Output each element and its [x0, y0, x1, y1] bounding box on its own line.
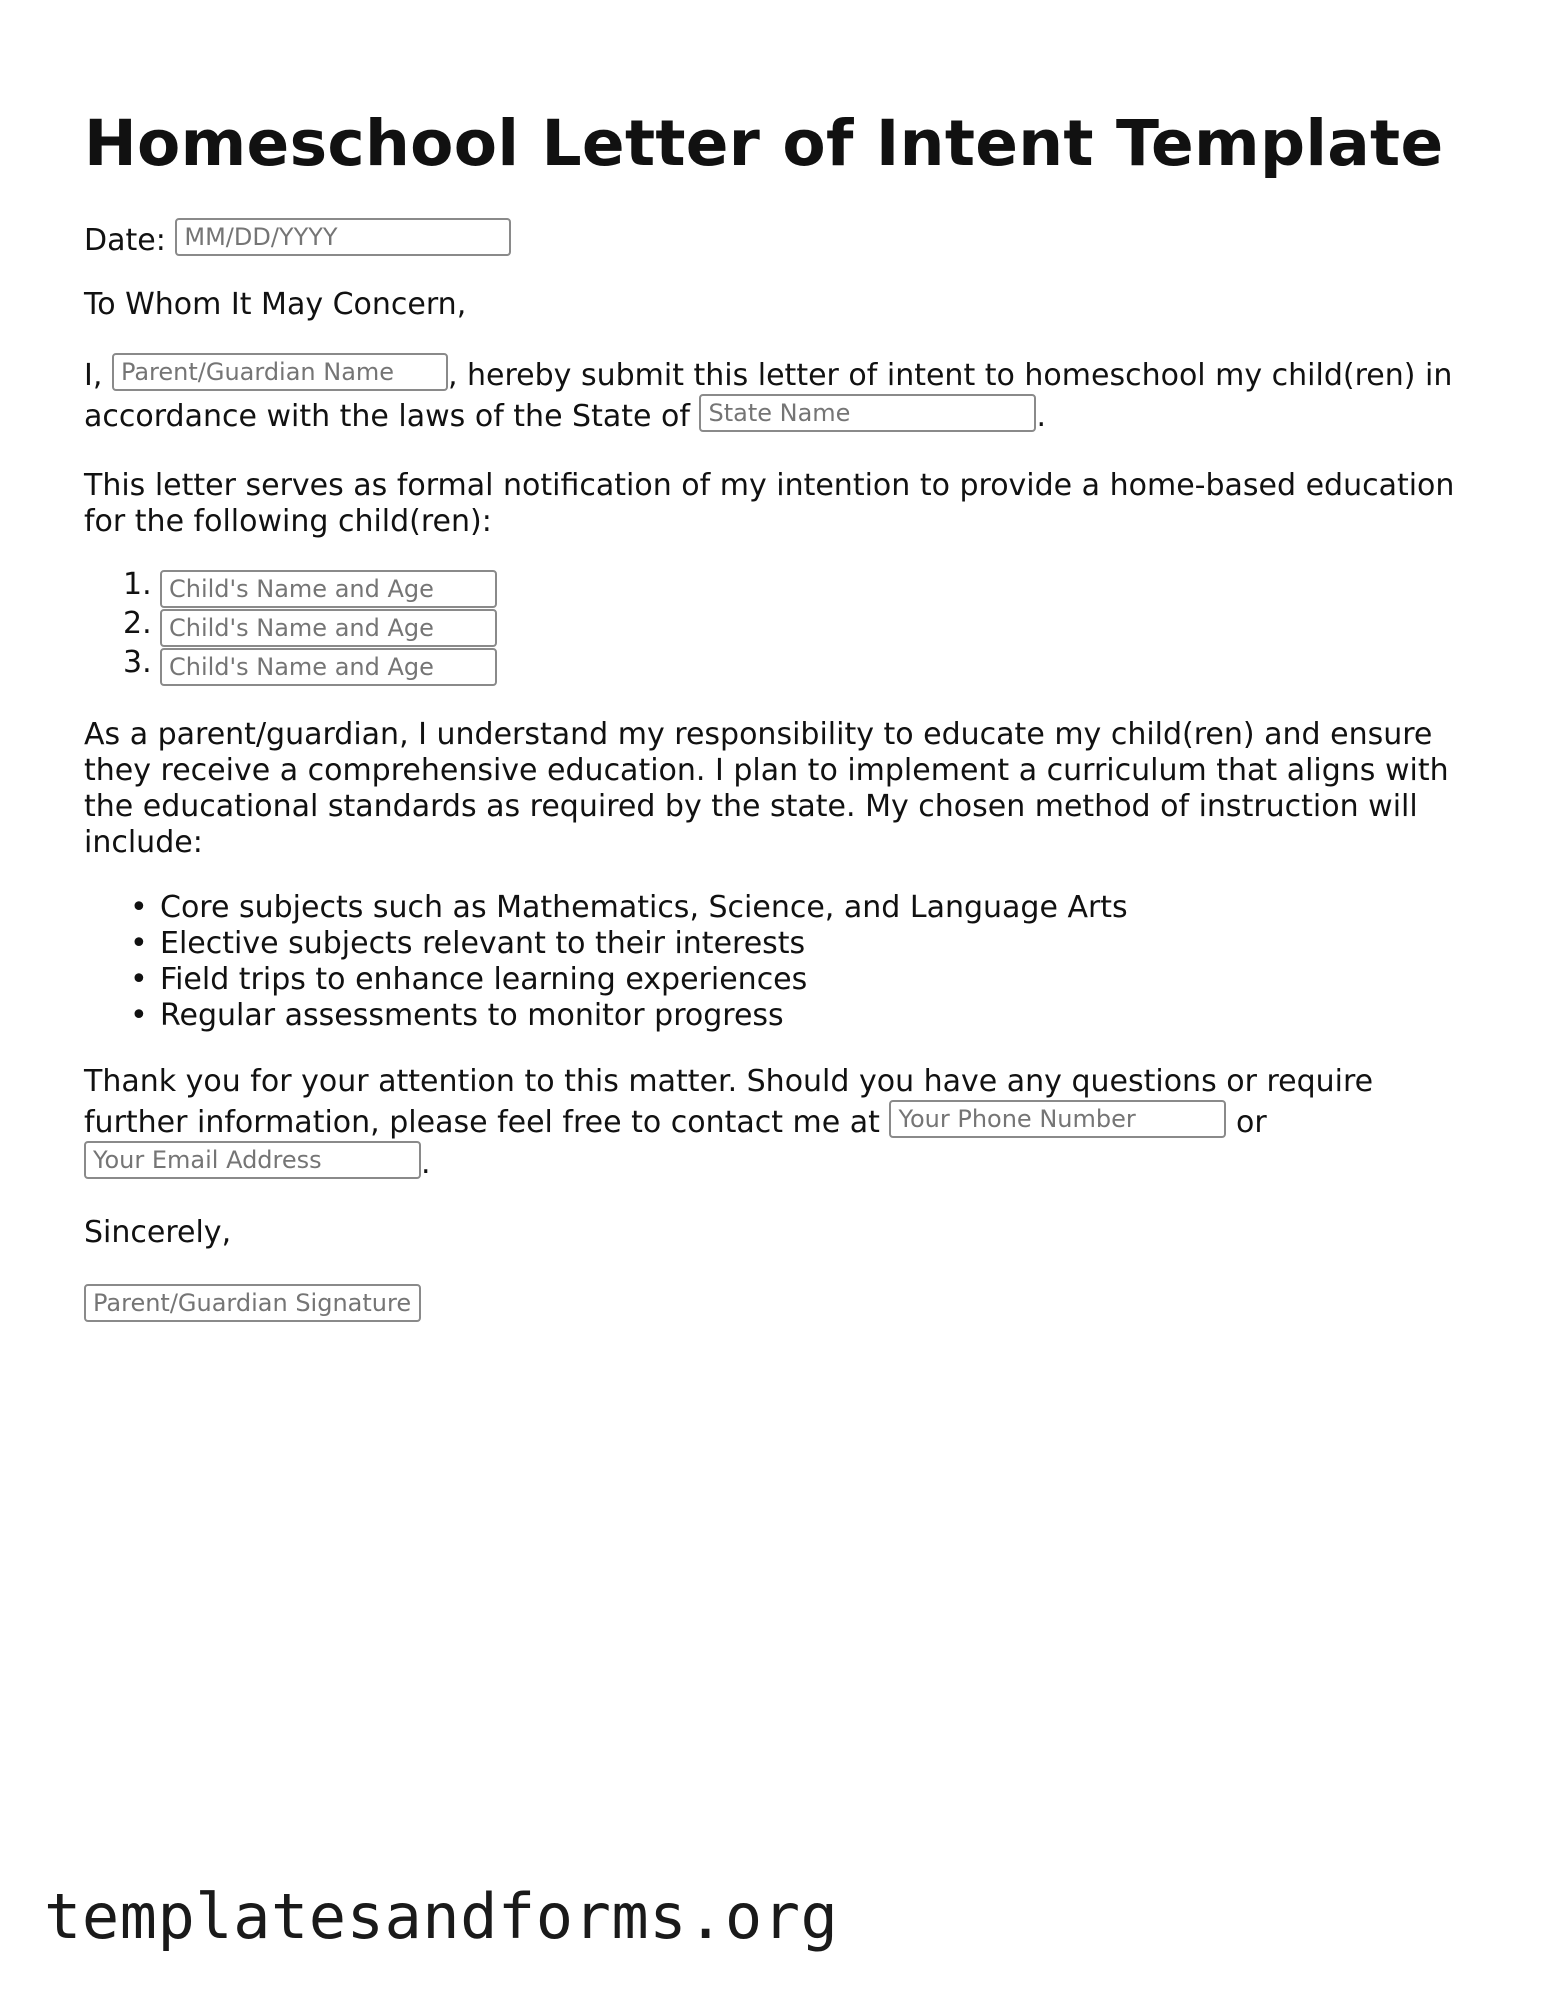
list-item: [123, 606, 1464, 648]
contact-text: Thank you for your attention to this matter. Should you have any questions or require further information, please feel free to contact me at: [84, 1064, 1374, 1140]
page-title: Homeschool Letter of Intent Template: [84, 107, 1444, 180]
method-text: Elective subjects relevant to their interests: [160, 926, 806, 961]
intro-middle: , hereby submit this letter of intent to homeschool my child(ren) in accordance with the laws of the State of: [84, 358, 1453, 434]
method-text: Regular assessments to monitor progress: [160, 998, 784, 1033]
email-input[interactable]: Your Email Address: [84, 1141, 421, 1179]
list-number: 1.: [123, 567, 152, 602]
letter-body: [84, 218, 1464, 1325]
list-item: [123, 567, 1464, 609]
salutation: To Whom It May Concern,: [84, 287, 467, 322]
list-number: 2.: [123, 606, 152, 641]
intro-lead: I,: [84, 358, 103, 393]
list-item: [130, 962, 1464, 998]
bullet-icon: •: [130, 998, 148, 1033]
child-name-age-input[interactable]: Child's Name and Age: [160, 570, 497, 608]
list-item: [123, 645, 1464, 687]
state-name-input[interactable]: State Name: [699, 394, 1036, 432]
date-label: Date:: [84, 223, 166, 258]
list-item: [130, 890, 1464, 926]
children-list: [84, 567, 1464, 687]
parent-name-input[interactable]: Parent/Guardian Name: [112, 353, 448, 391]
signature-input[interactable]: Parent/Guardian Signature: [84, 1284, 421, 1322]
site-watermark: templatesandforms.org: [44, 1880, 839, 1953]
list-item: [130, 998, 1464, 1034]
plan-paragraph: As a parent/guardian, I understand my responsibility to educate my child(ren) and ensure they receive a comprehensive education. I plan to implement a curriculum that aligns with the educational standards as required by the state. My chosen method of instruction will include:: [84, 717, 1449, 860]
bullet-icon: •: [130, 962, 148, 997]
phone-input[interactable]: Your Phone Number: [889, 1100, 1226, 1138]
date-input[interactable]: MM/DD/YYYY: [175, 218, 511, 256]
intro-paragraph: [84, 353, 1464, 435]
list-item: [130, 926, 1464, 962]
method-text: Field trips to enhance learning experiences: [160, 962, 808, 997]
notification-paragraph: This letter serves as formal notification of my intention to provide a home-based education for the following child(ren):: [84, 468, 1455, 539]
contact-end: .: [421, 1146, 431, 1181]
method-text: Core subjects such as Mathematics, Science, and Language Arts: [160, 890, 1128, 925]
intro-end: .: [1036, 399, 1047, 434]
bullet-icon: •: [130, 926, 148, 961]
contact-or: or: [1236, 1105, 1267, 1140]
methods-list: [84, 890, 1464, 1034]
bullet-icon: •: [130, 890, 148, 925]
signature-line: [84, 1284, 1464, 1325]
child-name-age-input[interactable]: Child's Name and Age: [160, 648, 497, 686]
closing: Sincerely,: [84, 1215, 232, 1250]
child-name-age-input[interactable]: Child's Name and Age: [160, 609, 497, 647]
contact-paragraph: [84, 1064, 1464, 1182]
date-line: [84, 218, 1464, 259]
list-number: 3.: [123, 645, 152, 680]
